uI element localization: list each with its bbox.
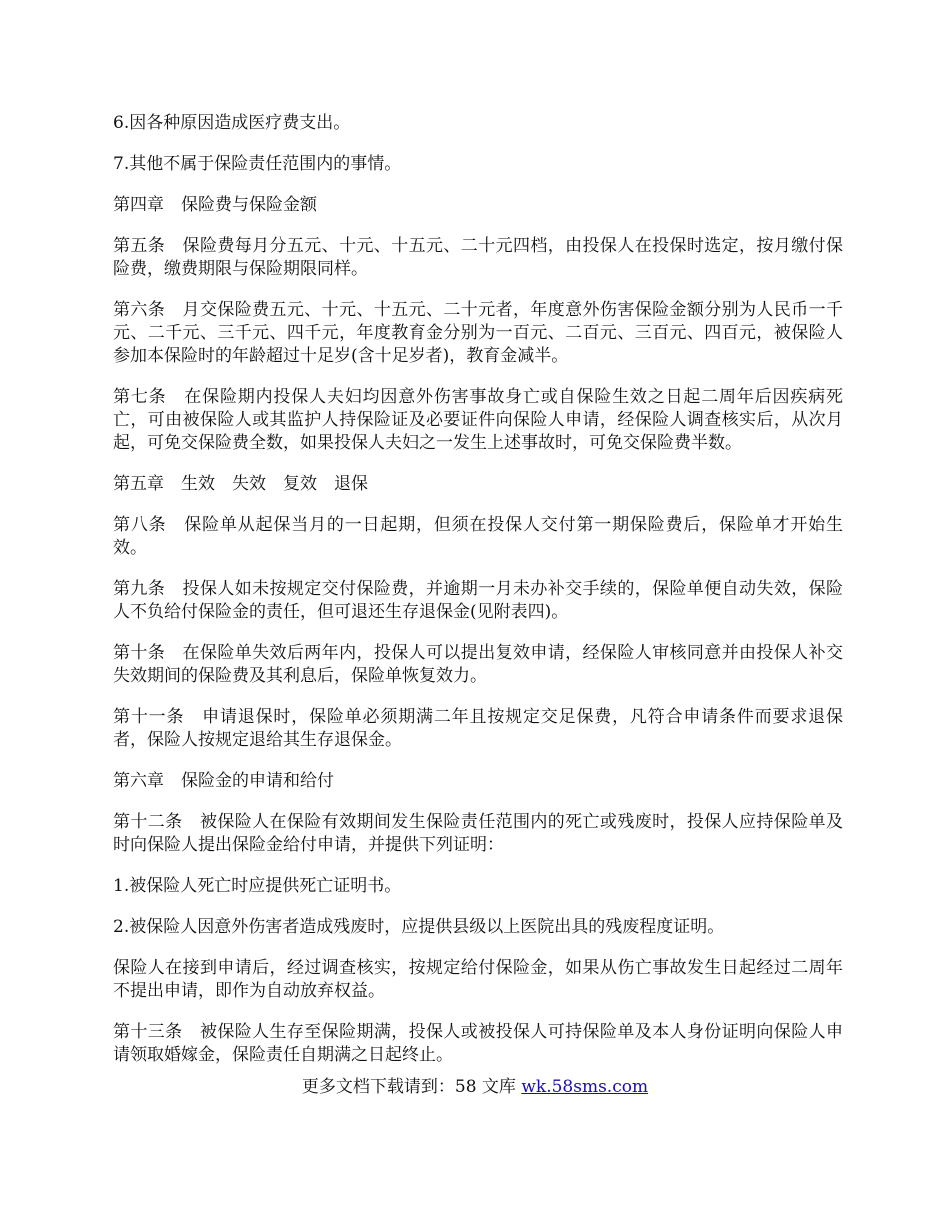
article-11: 第十一条 申请退保时，保险单必须期满二年且按规定交足保费，凡符合申请条件而要求退保者，保险人按规定退给其生存退保金。: [113, 707, 843, 750]
list-item-2: 2.被保险人因意外伤害者造成残废时，应提供县级以上医院出具的残废程度证明。: [113, 917, 725, 937]
chapter-heading-5: 第五章 生效 失效 复效 退保: [113, 474, 368, 494]
article-9: 第九条 投保人如未按规定交付保险费，并逾期一月未办补交手续的，保险单便自动失效，保险人不负给付保险金的责任，但可退还生存退保金(见附表四)。: [113, 579, 843, 622]
footer-text: 更多文档下载请到：58 文库: [301, 1077, 522, 1097]
page-footer: [0, 1076, 950, 1099]
article-10: 第十条 在保险单失效后两年内，投保人可以提出复效申请，经保险人审核同意并由投保人补交失效期间的保险费及其利息后，保险单恢复效力。: [113, 643, 843, 686]
article-6: 第六条 月交保险费五元、十元、十五元、二十元者，年度意外伤害保险金额分别为人民币一千元、二千元、三千元、四千元，年度教育金分别为一百元、二百元、三百元、四百元，被保险人参加本保险时的年龄超过十足岁(含十足岁者)，教育金减半。: [113, 300, 843, 366]
document-body: [113, 112, 843, 1085]
footer-link[interactable]: wk.58sms.com: [521, 1077, 649, 1097]
list-item-6: 6.因各种原因造成医疗费支出。: [113, 113, 351, 133]
list-item-7: 7.其他不属于保险责任范围内的事情。: [113, 154, 402, 174]
article-12: 第十二条 被保险人在保险有效期间发生保险责任范围内的死亡或残废时，投保人应持保险单及时向保险人提出保险金给付申请，并提供下列证明：: [113, 812, 843, 855]
article-5: 第五条 保险费每月分五元、十元、十五元、二十元四档，由投保人在投保时选定，按月缴付保险费，缴费期限与保险期限同样。: [113, 236, 843, 279]
list-item-1: 1.被保险人死亡时应提供死亡证明书。: [113, 876, 402, 896]
article-13: 第十三条 被保险人生存至保险期满，投保人或被投保人可持保险单及本人身份证明向保险人申请领取婚嫁金，保险责任自期满之日起终止。: [113, 1022, 843, 1065]
article-8: 第八条 保险单从起保当月的一日起期，但须在投保人交付第一期保险费后，保险单才开始生效。: [113, 515, 843, 558]
article-7: 第七条 在保险期内投保人夫妇均因意外伤害事故身亡或自保险生效之日起二周年后因疾病死亡，可由被保险人或其监护人持保险证及必要证件向保险人申请，经保险人调查核实后，从次月起，可免交保险费全数，如果投保人夫妇之一发生上述事故时，可免交保险费半数。: [113, 387, 843, 453]
claim-procedure-paragraph: 保险人在接到申请后，经过调查核实，按规定给付保险金，如果从伤亡事故发生日起经过二周年不提出申请，即作为自动放弃权益。: [113, 958, 843, 1001]
chapter-heading-6: 第六章 保险金的申请和给付: [113, 771, 334, 791]
chapter-heading-4: 第四章 保险费与保险金额: [113, 195, 317, 215]
